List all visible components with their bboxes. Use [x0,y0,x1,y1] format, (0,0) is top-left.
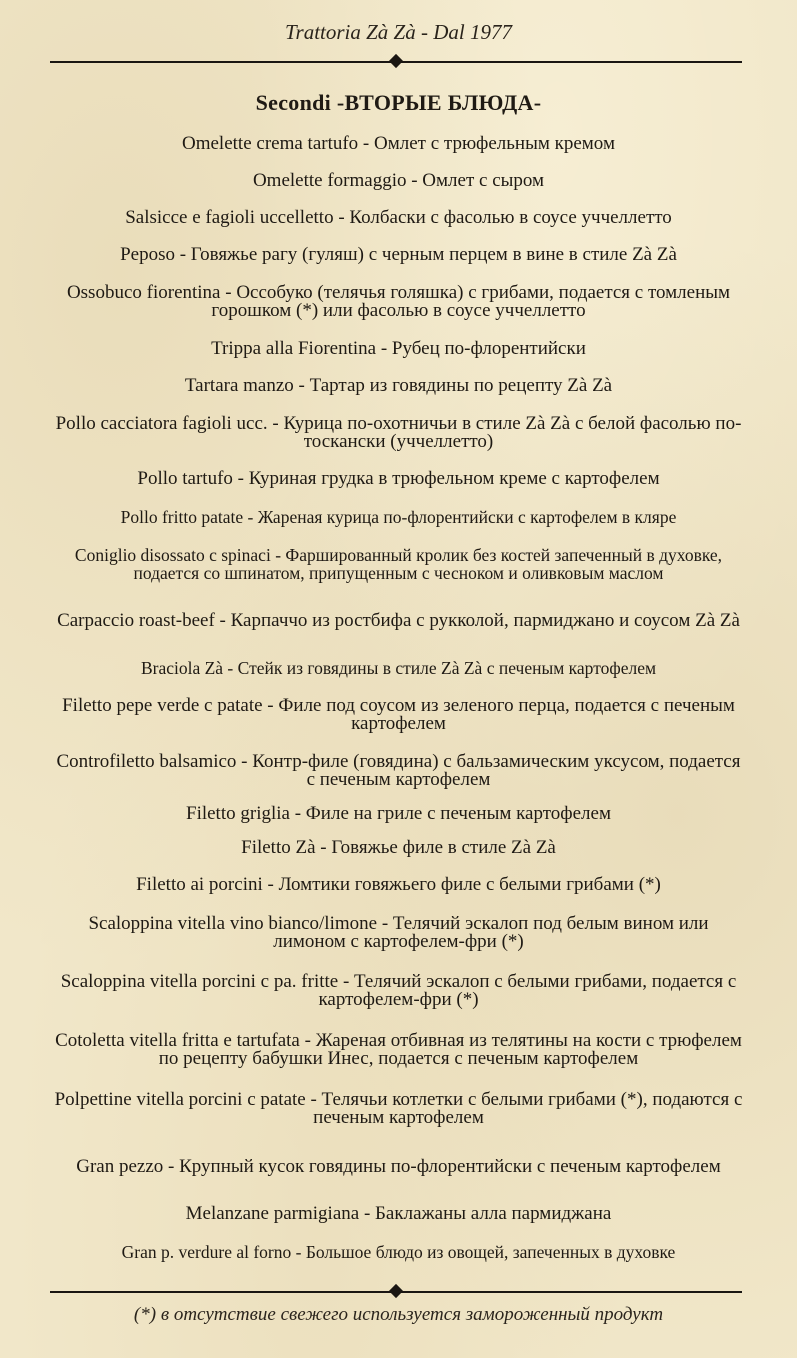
menu-items-list [50,125,747,1271]
menu-item: Gran pezzo - Крупный кусок говядины по-флорентийски с печеным картофелем [76,1155,721,1177]
menu-item: Peposo - Говяжье рагу (гуляш) с черным перцем в вине в стиле Zà Zà [120,244,677,265]
menu-item: Ossobuco fiorentina - Оссобуко (телячья голяшка) с грибами, подается с томленым горошком (*) или фасолью в соусе уччеллетто [66,282,731,321]
divider-top [50,55,742,69]
menu-item: Pollo tartufo - Куриная грудка в трюфельном креме с картофелем [137,468,660,489]
menu-item: Filetto pepe verde c patate - Филе под соусом из зеленого перца, подается с печеным картофелем [62,694,735,734]
menu-item: Braciola Zà - Стейк из говядины в стиле Zà Zà с печеным картофелем [140,657,657,678]
restaurant-title: Trattoria Zà Zà - Dal 1977 [285,20,512,44]
menu-item: Pollo fritto patate - Жареная курица по-флорентийски с картофелем в кляре [120,507,677,527]
menu-item: Melanzane parmigiana - Баклажаны алла пармиджана [185,1203,612,1224]
footnote: (*) в отсутствие свежего используется замороженный продукт [133,1304,664,1325]
menu-item: Omelette formaggio - Омлет с сыром [252,169,545,191]
menu-item: Polpettine vitella porcini c patate - Телячьи котлетки с белыми грибами (*), подаются с печеным картофелем [54,1089,743,1128]
menu-item: Scaloppina vitella vino bianco/limone - Телячий эскалоп под белым вином или лимоном с картофелем-фри (*) [88,912,709,952]
menu-item: Filetto ai porcini - Ломтики говяжьего филе с белыми грибами (*) [136,874,661,895]
menu-item: Tartara manzo - Тартар из говядины по рецепту Zà Zà [184,375,613,396]
menu-item: Filetto griglia - Филе на гриле с печеным картофелем [186,802,611,824]
menu-item: Cotoletta vitella fritta e tartufata - Жареная отбивная из телятины на кости с трюфелем по рецепту бабушки Инес, подается с печеным картофелем [55,1030,742,1069]
menu-item: Filetto Zà - Говяжье филе в стиле Zà Zà [241,837,556,858]
menu-item: Carpaccio roast-beef - Карпаччо из ростбифа с рукколой, пармиджано и соусом Zà Zà [57,609,740,631]
menu-item: Salsicce e fagioli uccelletto - Колбаски с фасолью в соусе уччеллетто [125,206,672,228]
menu-item: Pollo cacciatora fagioli ucc. - Курица по-охотничьи в стиле Zà Zà с белой фасолью по-тоскански (уччеллетто) [55,412,742,452]
menu-item: Coniglio disossato c spinaci - Фаршированный кролик без костей запеченный в духовке, подается со шпинатом, припущенным с чесноком и оливковым маслом [74,545,723,583]
menu-item: Gran p. verdure al forno - Большое блюдо из овощей, запеченных в духовке [121,1242,676,1262]
menu-item: Trippa alla Fiorentina - Рубец по-флорентийски [211,337,586,359]
menu-item: Omelette crema tartufo - Омлет с трюфельным кремом [182,132,615,154]
diamond-ornament-icon [389,1284,403,1298]
section-title: Secondi -ВТОРЫЕ БЛЮДА- [255,90,542,115]
menu-item: Scaloppina vitella porcini c pa. fritte - Телячий эскалоп с белыми грибами, подается с картофелем-фри (*) [60,971,737,1010]
menu-item: Controfiletto balsamico - Контр-филе (говядина) с бальзамическим уксусом, подается с печеным картофелем [56,750,741,790]
diamond-ornament-icon [389,54,403,68]
divider-bottom [50,1285,742,1299]
